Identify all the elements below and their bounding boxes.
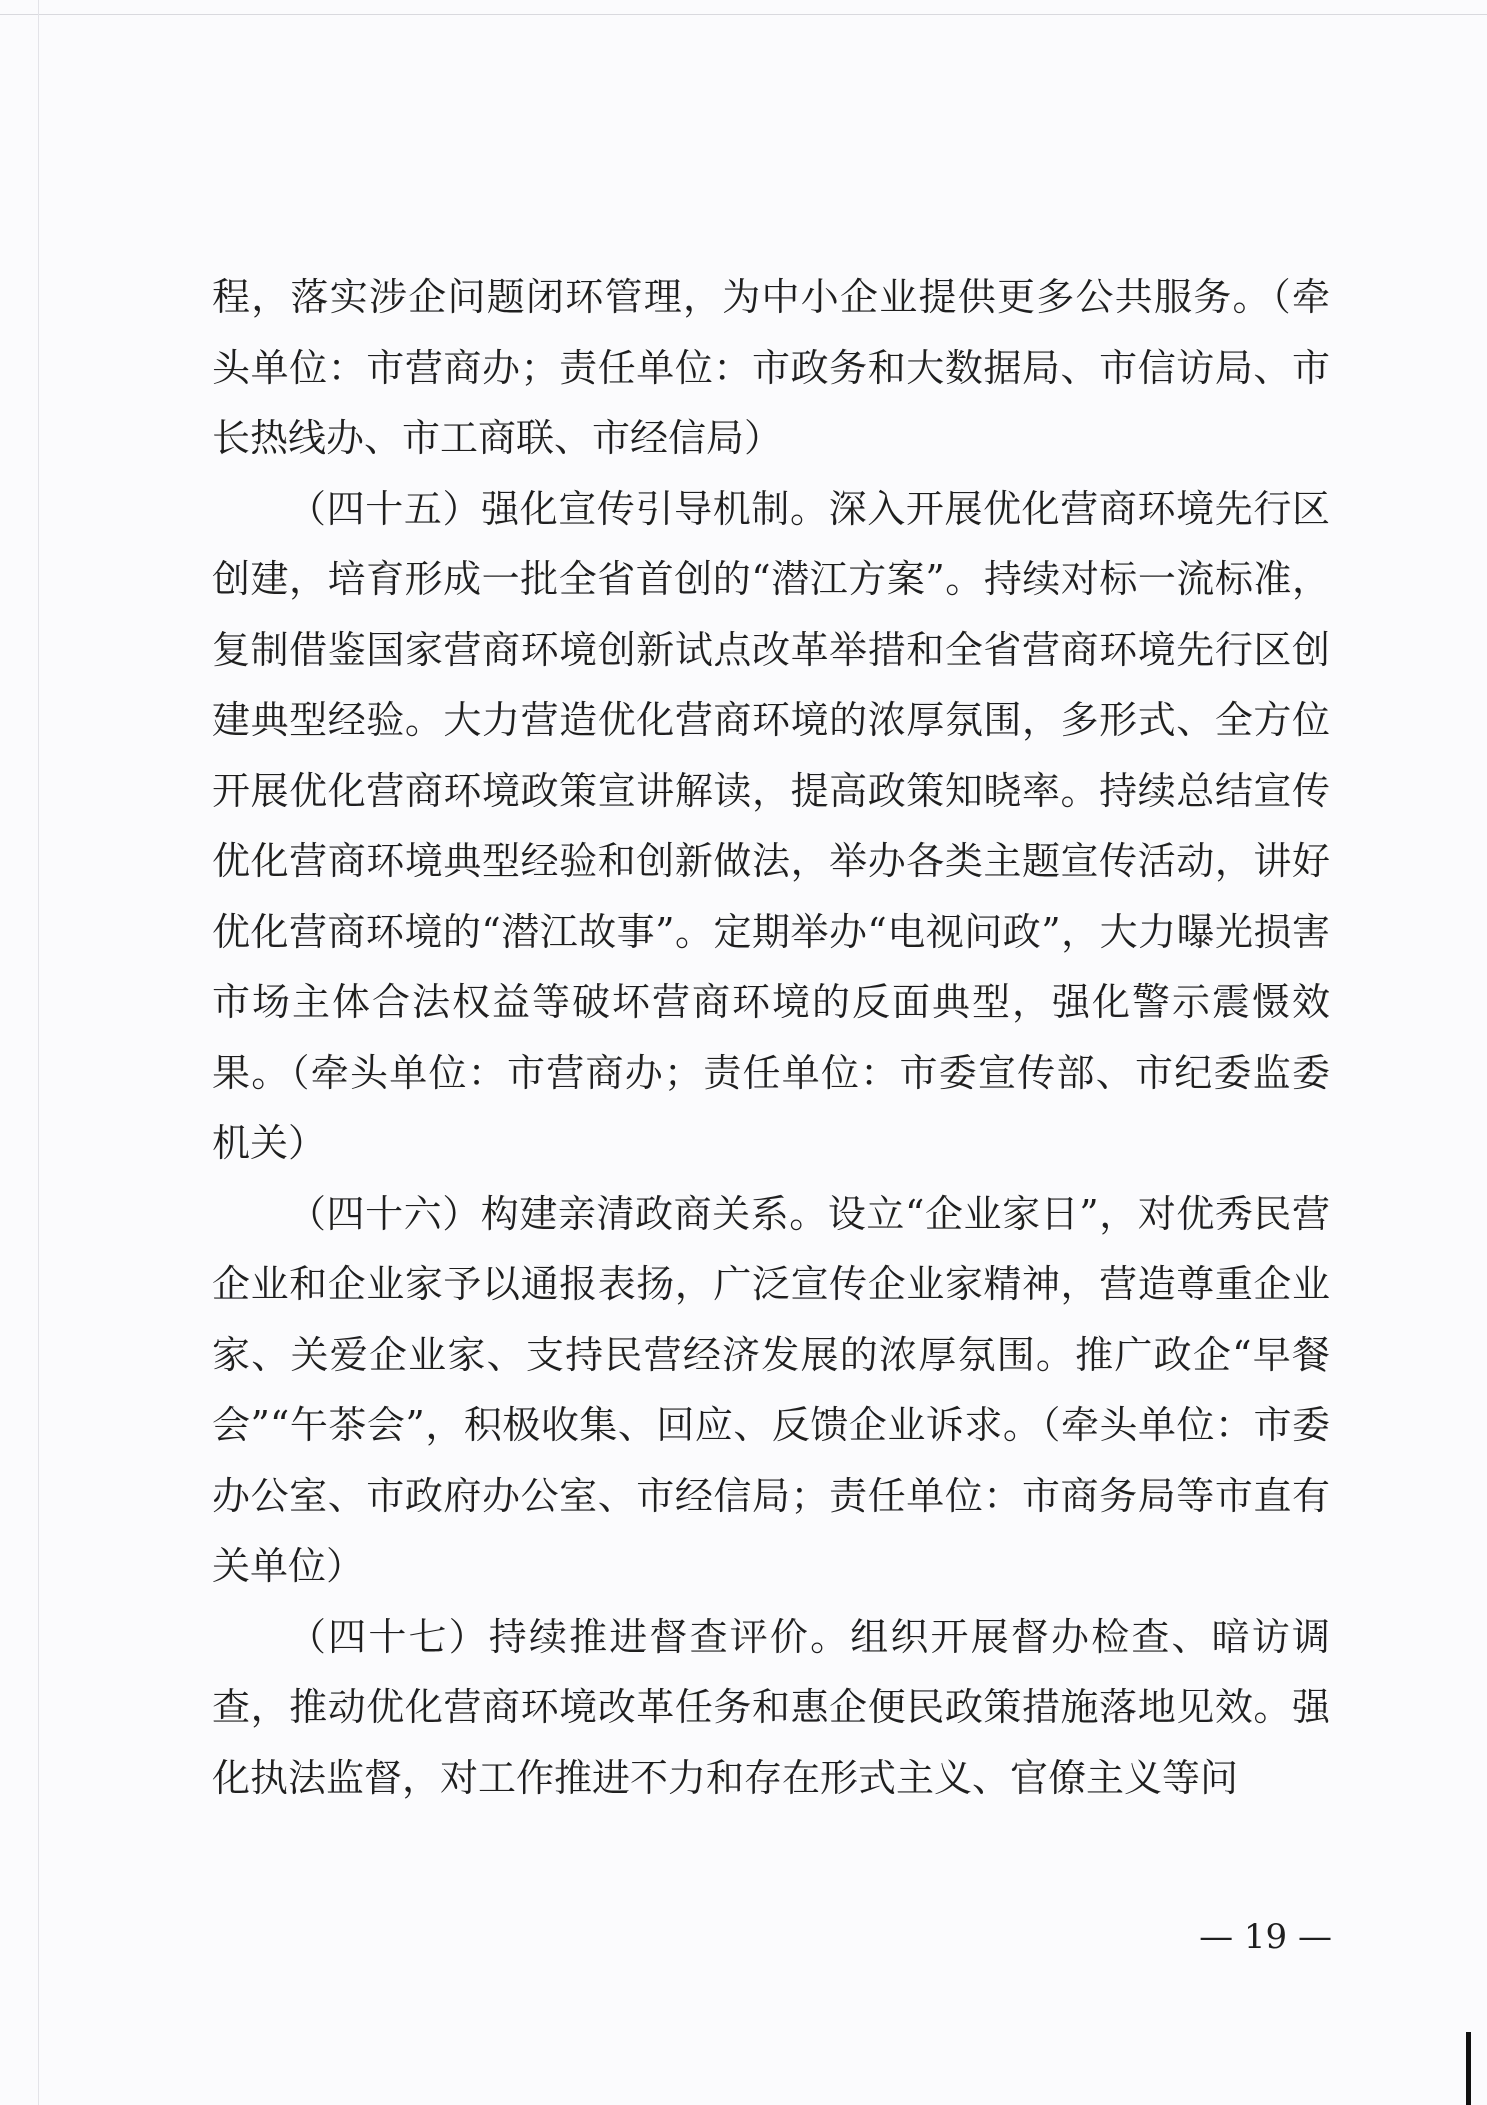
scan-edge-mark xyxy=(1466,2032,1471,2105)
document-body xyxy=(212,262,1330,1813)
page-number: — 19 — xyxy=(1199,1917,1332,1957)
scan-edge-left xyxy=(38,0,39,2105)
scan-edge-top xyxy=(0,14,1487,15)
paragraph-item-46: （四十六）构建亲清政商关系。设立“企业家日”，对优秀民营企业和企业家予以通报表扬，广泛宣传企业家精神，营造尊重企业家、关爱企业家、支持民营经济发展的浓厚氛围。推广政企“早餐会”“午茶会”，积极收集、回应、反馈企业诉求。（牵头单位：市委办公室、市政府办公室、市经信局；责任单位：市商务局等市直有关单位） xyxy=(212,1191,1330,1588)
paragraph-item-45: （四十五）强化宣传引导机制。深入开展优化营商环境先行区创建，培育形成一批全省首创的“潜江方案”。持续对标一流标准，复制借鉴国家营商环境创新试点改革举措和全省营商环境先行区创建典型经验。大力营造优化营商环境的浓厚氛围，多形式、全方位开展优化营商环境政策宣讲解读，提高政策知晓率。持续总结宣传优化营商环境典型经验和创新做法，举办各类主题宣传活动，讲好优化营商环境的“潜江故事”。定期举办“电视问政”，大力曝光损害市场主体合法权益等破坏营商环境的反面典型，强化警示震慑效果。（牵头单位：市营商办；责任单位：市委宣传部、市纪委监委机关） xyxy=(212,486,1330,1165)
paragraph-continuation: 程，落实涉企问题闭环管理，为中小企业提供更多公共服务。（牵头单位：市营商办；责任单位：市政务和大数据局、市信访局、市长热线办、市工商联、市经信局） xyxy=(212,275,1330,460)
paragraph-item-47: （四十七）持续推进督查评价。组织开展督办检查、暗访调查，推动优化营商环境改革任务和惠企便民政策措施落地见效。强化执法监督，对工作推进不力和存在形式主义、官僚主义等问 xyxy=(212,1614,1330,1800)
